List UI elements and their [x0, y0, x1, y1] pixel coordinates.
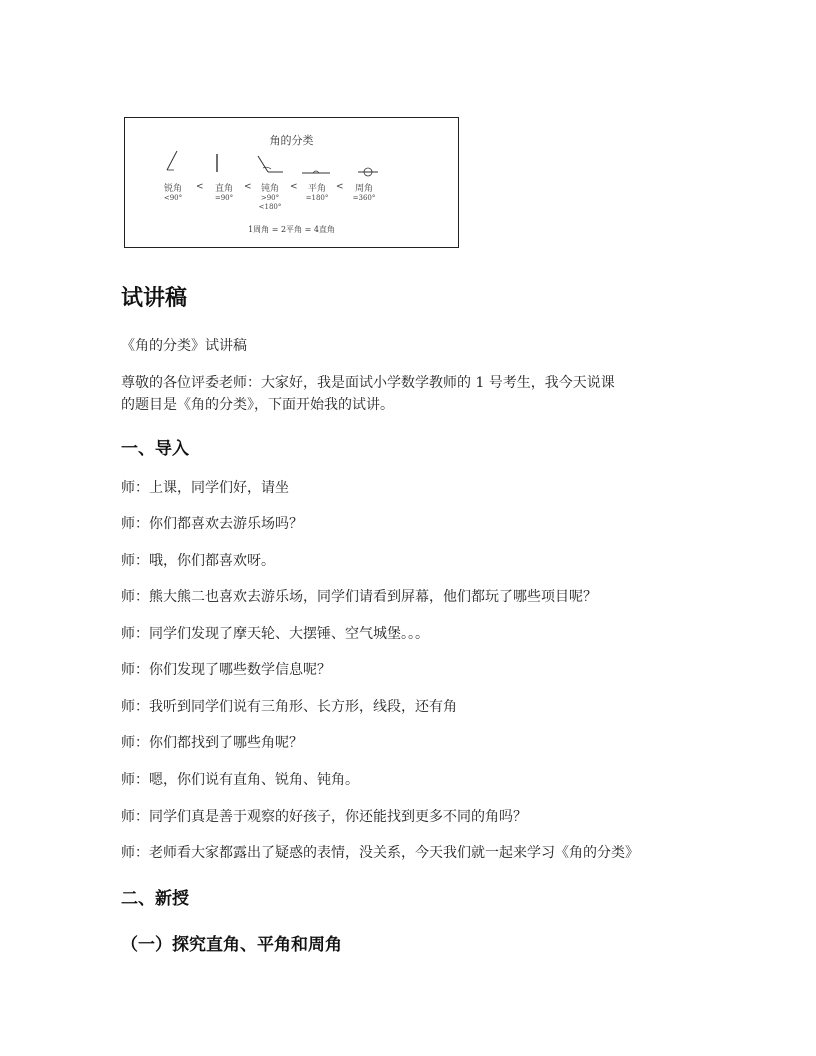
dialogue-line: 师：熊大熊二也喜欢去游乐场，同学们请看到屏幕，他们都玩了哪些项目呢？	[121, 589, 597, 605]
angle-condition: =90°	[214, 194, 234, 202]
dialogue-line: 师：上课，同学们好，请坐	[121, 480, 289, 496]
dialogue-line: 师：我听到同学们说有三角形、长方形，线段，还有角	[121, 699, 457, 715]
angle-condition: >90° <180°	[258, 194, 282, 211]
dialogue-line: 师：你们发现了哪些数学信息呢？	[121, 662, 331, 678]
angle-condition: =180°	[305, 194, 329, 202]
less-than-symbol: <	[244, 182, 252, 192]
section-heading-intro: 一、导入	[121, 439, 189, 459]
dialogue-line: 师：嗯，你们说有直角、锐角、钝角。	[121, 772, 359, 788]
dialogue-line: 师：同学们真是善于观察的好孩子，你还能找到更多不同的角吗？	[121, 809, 527, 825]
angle-condition: =360°	[352, 194, 376, 202]
angle-name: 钝角	[260, 184, 279, 194]
less-than-symbol: <	[336, 182, 344, 192]
angle-condition: <90°	[163, 194, 183, 202]
angle-name: 周角	[354, 184, 373, 194]
angle-classification-figure	[124, 117, 459, 248]
dialogue-line: 师：你们都喜欢去游乐场吗？	[121, 516, 303, 532]
less-than-symbol: <	[290, 182, 298, 192]
angle-name: 平角	[307, 184, 326, 194]
dialogue-line: 师：哦，你们都喜欢呀。	[121, 553, 275, 569]
angle-name: 锐角	[163, 184, 182, 194]
acute-angle-shape	[167, 151, 177, 170]
dialogue-line: 师：老师看大家都露出了疑惑的表情，没关系，今天我们就一起来学习《角的分类》	[121, 845, 639, 861]
dialogue-line: 师：你们都找到了哪些角呢？	[121, 735, 303, 751]
subsection-heading: （一）探究直角、平角和周角	[121, 935, 342, 955]
angle-name: 直角	[214, 184, 233, 194]
obtuse-angle-shape	[258, 156, 268, 172]
intro-line-2: 的题目是《角的分类》，下面开始我的试讲。	[121, 397, 394, 413]
dialogue-line: 师：同学们发现了摩天轮、大摆锤、空气城堡。。。	[121, 626, 429, 642]
intro-line-1: 尊敬的各位评委老师：大家好，我是面试小学数学教师的 1 号考生，我今天说课	[121, 375, 615, 391]
section-heading-new-lesson: 二、新授	[121, 889, 189, 909]
document-title: 试讲稿	[121, 286, 188, 311]
subtitle: 《角的分类》试讲稿	[121, 338, 247, 354]
figure-note: 1周角 = 2平角 = 4直角	[248, 225, 335, 234]
less-than-symbol: <	[196, 182, 204, 192]
figure-title: 角的分类	[269, 134, 314, 147]
